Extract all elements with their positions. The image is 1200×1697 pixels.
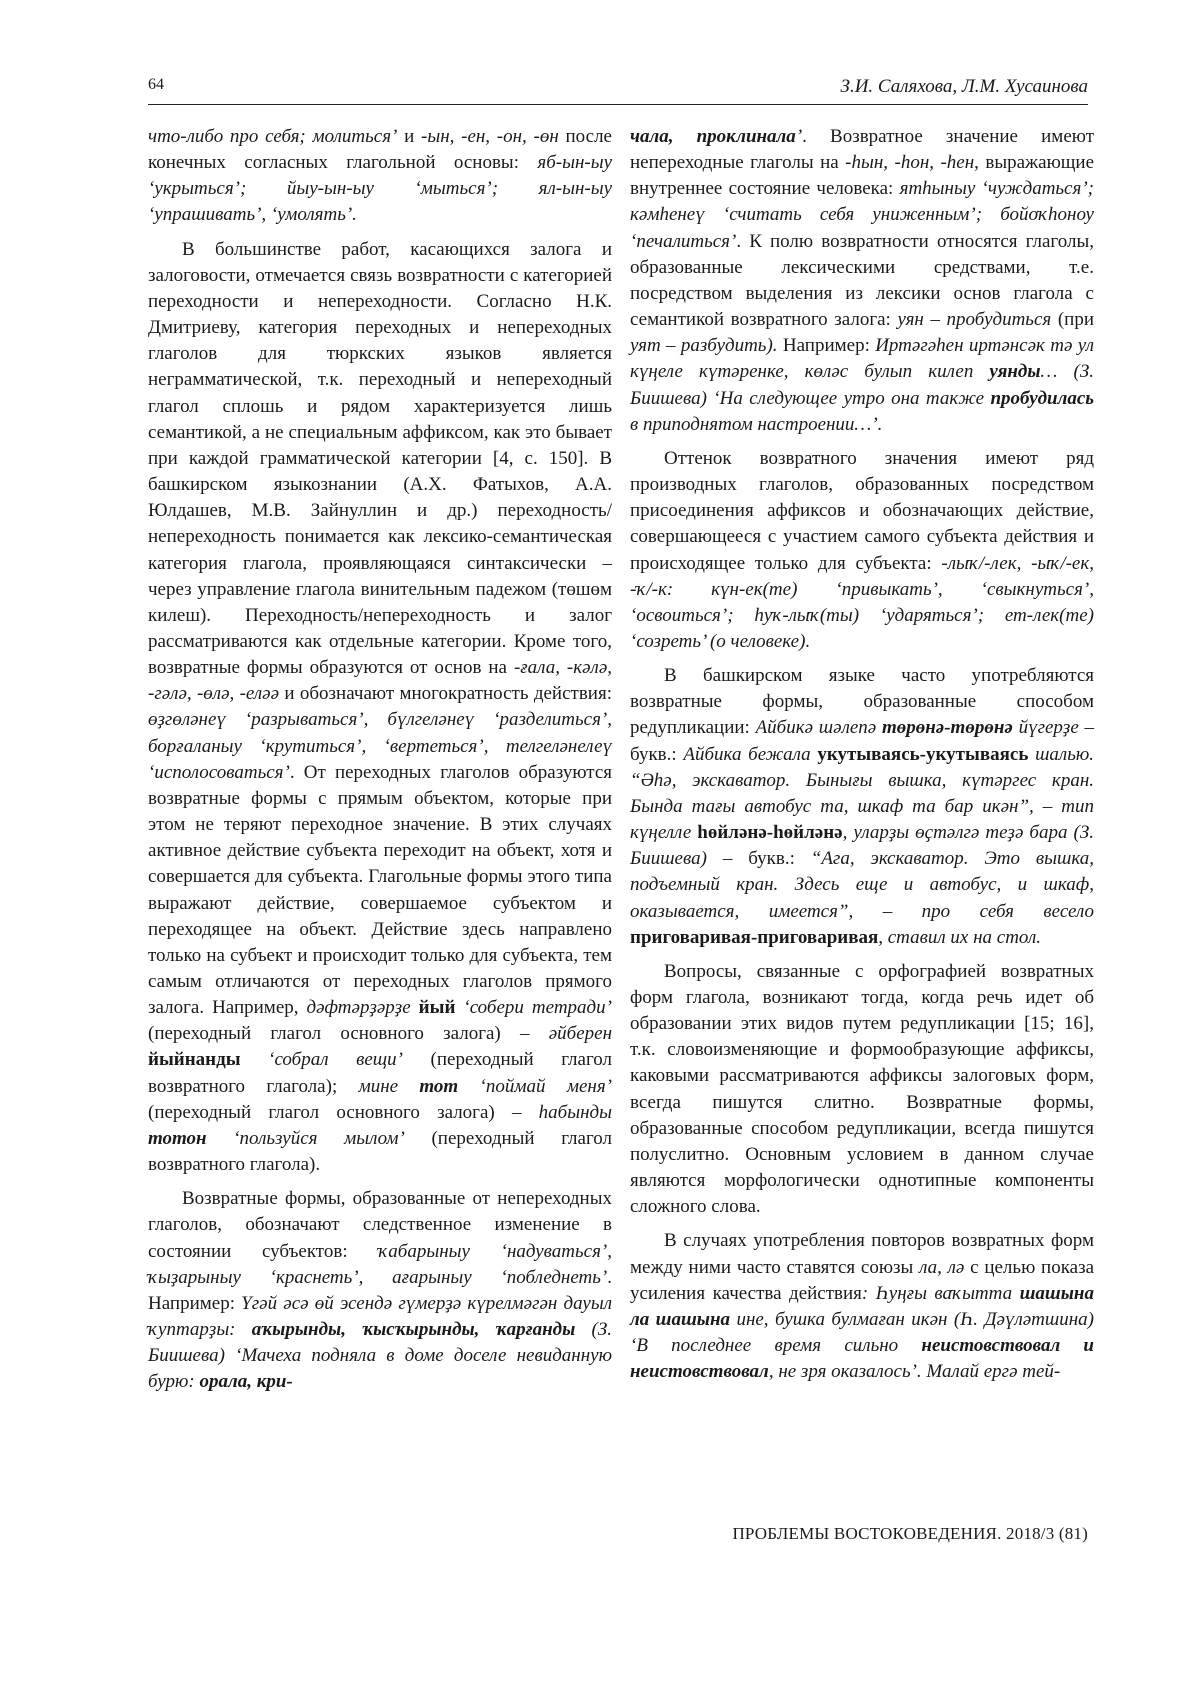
- text-run: тот: [419, 1075, 459, 1097]
- text-run: . От переходных глаголов образуются возвратные формы с прямым объектом, которые при этом не теряют переходное значение. В этих случаях активное действие субъекта переходит на объект, хотя и совершается для субъекта. Глагольные формы этого типа выражают действие, совершаемое субъектом и переходящее на объект. Действие здесь направлено только на субъект и происходит только для субъекта, тем самым отличаются от переходных глаголов прямого залога. Например,: [148, 761, 612, 1019]
- text-run: и: [397, 126, 422, 147]
- text-run: -һын, -һон, -һен: [845, 152, 975, 174]
- text-run: (З. Биишева) ‘Мачеха подняла в доме доселе невиданную бурю:: [148, 1319, 613, 1393]
- text-run: (переходный глагол возвратного глагола).: [148, 1127, 612, 1176]
- text-run: – букв.:: [630, 717, 1095, 765]
- text-run: что-либо про себя; молиться’: [148, 126, 398, 147]
- text-run: тотон: [148, 1127, 207, 1149]
- header-rule: [148, 104, 1088, 105]
- text-run: -ғала, -кәлә, -гәлә, -өлә, -еләә: [148, 657, 612, 705]
- text-run: өҙгөләнеү ‘разрываться’, бүлгеләнеү ‘разделиться’, борғаланыу ‘крутиться’, ‘вертеться’, телгеләнелеү ‘исполосоваться’: [148, 709, 612, 783]
- text-run: орала, кри-: [199, 1371, 293, 1393]
- text-run: “Ага, экскаватор. Это вышка, подъемный кран. Здесь еще и автобус, и шкаф, оказывается, имеется”, – про себя весело: [630, 848, 1094, 922]
- text-run: , ставил их на стол.: [878, 926, 1041, 948]
- text-run: в приподнятом настроении…’.: [630, 413, 883, 435]
- text-run: –: [1033, 795, 1062, 817]
- text-run: уят – разбудить).: [630, 335, 778, 357]
- text-run: (переходный глагол возвратного глагола);: [148, 1049, 612, 1097]
- text-run: . К полю возвратности относятся глаголы, образованные лексическими средствами, т.е. посредством выделения из лексики основ глагола с семантикой возвратного залога:: [630, 230, 1094, 331]
- left-column: [148, 124, 612, 1396]
- text-run: пробудилась: [990, 387, 1094, 409]
- text-run: йүгерҙе: [1012, 717, 1079, 739]
- page-number: 64: [148, 76, 164, 93]
- text-run: -лыҡ/-лек, -ыҡ/-ек, -ҡ/-к: күн-ек(те) ‘привыкать’, ‘свыкнуться’, ‘освоиться’; һуҡ-лыҡ(ты) ‘ударяться’; ет-лек(те) ‘созреть’ (о человеке).: [630, 552, 1094, 652]
- text-run: ‘собрал вещи’: [240, 1049, 403, 1071]
- text-run: , выражающие внутреннее состояние человека:: [630, 152, 1094, 200]
- text-run: ине, бушка булмаған икән (Һ. Дәүләтшина) ‘В последнее время сильно: [630, 1308, 1094, 1357]
- text-run: и обозначают многократность действия:: [279, 683, 612, 705]
- text-run: (переходный глагол основного залога) –: [148, 1023, 549, 1045]
- text-run: йый: [418, 997, 456, 1019]
- text-run: В большинстве работ, касающихся залога и залоговости, отмечается связь возвратности с категорией переходности и непереходности. Согласно Н.К. Дмитриеву, категория переходных и непереходных глаголов для тюркских языков является неграмматической, т.к. переходный и непереходный глагол сплошь и рядом характеризуется лишь семантикой, а не специальным аффиксом, как это бывает при каждой грамматической категории [4, с. 150]. В башкирском языкознании (А.Х. Фатыхов, А.А. Юлдашев, М.В. Зайнуллин и др.) переходность/непереходность понимается как лексико-семантическая категория глагола, проявляющаяся синтаксически – через управление глагола винительным падежом (төшөм килеш). Переходность/непереходность и залог рассматриваются как отдельные категории. Кроме того, возвратные формы образуются от основ на: [148, 238, 612, 679]
- text-run: әйберен: [548, 1023, 612, 1045]
- text-run: Иртәгәһен иртәнсәк тә ул күңеле күтәренке, көләс булып килеп: [630, 335, 1094, 383]
- text-run: шалью. “Әһә, экскаватор. Бынығы вышка, күтәргес кран. Бында тағы автобус та, шкаф та бар икән”,: [630, 743, 1094, 817]
- text-run: Айбикә шәлenә: [755, 717, 882, 739]
- text-run: ‘поймай меня’: [458, 1075, 612, 1097]
- text-run: Оттенок возвратного значения имеют ряд производных глаголов, образованных посредством присоединения аффиксов и обозначающих действие, совершающееся с участием самого субъекта действия и происходящее только для субъекта:: [630, 447, 1094, 574]
- paragraph: [630, 446, 1094, 655]
- paragraph: [630, 1228, 1094, 1385]
- text-run: шашына ла шашына: [630, 1282, 1094, 1330]
- text-run: дәфтәрҙәрҙе: [306, 997, 419, 1019]
- text-run: . Например:: [148, 1266, 612, 1314]
- text-run: : Һуңғы ваҡытта: [861, 1282, 1020, 1304]
- text-run: һөйләнә-һөйләнә: [697, 822, 843, 844]
- text-run: ла, лә: [919, 1256, 965, 1278]
- text-run: ‘пользуйся мылом’: [206, 1127, 405, 1149]
- text-run: В башкирском языке часто употребляются возвратные формы, образованные способом редупликации:: [630, 665, 1094, 739]
- paragraph: [148, 124, 612, 229]
- text-run: ’: [795, 126, 803, 147]
- text-run: с целью показа усиления качества действия: [630, 1256, 1095, 1304]
- right-column: [630, 124, 1094, 1385]
- text-run: чала, проклинала: [630, 126, 796, 147]
- journal-footer: ПРОБЛЕМЫ ВОСТОКОВЕДЕНИЯ. 2018/3 (81): [732, 1524, 1088, 1543]
- text-run: һабынды: [538, 1101, 612, 1123]
- text-run: Вопросы, связанные с орфографией возвратных форм глагола, возникают тогда, когда речь идет об образовании этих видов путем редупликации [15; 16], т.к. словоизменяющие и формообразующие аффиксы, каковыми рассматриваются аффиксы залоговых форм, всегда пишутся слитно. Возвратные формы, образованные способом редупликации, всегда пишутся полуслитно. Основным условием в данном случае являются морфологически однотипные компоненты сложного слова.: [630, 960, 1094, 1218]
- text-run: Возвратные формы, образованные от непереходных глаголов, обозначают следственное изменение в состоянии субъектов:: [148, 1188, 612, 1262]
- text-run: В случаях употребления повторов возвратных форм между ними часто ставятся союзы: [630, 1230, 1094, 1278]
- text-run: , не зря оказалось’. Малай ергә тей-: [768, 1361, 1061, 1383]
- text-run: (переходный глагол основного залога) –: [148, 1101, 539, 1123]
- text-run: после конечных согласных глагольной основы:: [148, 126, 612, 174]
- paragraph: [630, 124, 1094, 438]
- text-run: – букв.:: [706, 848, 811, 870]
- paragraph: [630, 663, 1094, 951]
- text-run: уянды: [989, 361, 1041, 383]
- text-run: Үгәй әсә өй эсендә гүмерҙә күрелмәгән дауыл ҡуптарҙы:: [148, 1292, 612, 1341]
- text-run: -ын, -ен, -он, -өн: [421, 126, 559, 147]
- text-run: ҡабарыныу ‘надуваться’, ҡыҙарыныу ‘краснеть’, ағарыныу ‘побледнеть’: [148, 1240, 612, 1288]
- paragraph: [148, 1186, 612, 1395]
- text-run: Айбика бежала: [683, 743, 818, 765]
- running-head-authors: З.И. Саляхова, Л.М. Хусаинова: [840, 76, 1088, 97]
- paragraph: [148, 237, 612, 1179]
- text-run: приговаривая-приговаривая: [630, 926, 879, 948]
- text-run: уян – пробудиться: [897, 309, 1052, 331]
- paragraph: [630, 959, 1094, 1221]
- text-run: неистовствовал и неистовствовал: [630, 1335, 1094, 1383]
- text-run: (при: [1051, 309, 1094, 331]
- text-run: … (З. Биишева) ‘На следующее утро она также: [630, 361, 1094, 409]
- text-run: . Возвратное значение имеют непереходные глаголы на: [630, 126, 1095, 174]
- text-run: аҡырынды, ҡысҡырынды, ҡарғанды: [251, 1319, 576, 1341]
- text-run: , уларҙы өҫтәлгә теҙә бара (З. Биишева): [630, 822, 1095, 870]
- text-run: мине: [358, 1075, 420, 1097]
- text-run: тип күңелле: [630, 795, 1094, 844]
- text-run: йыйнанды: [148, 1049, 241, 1071]
- text-run: Например:: [777, 335, 876, 357]
- text-run: яб-ын-ыу ‘укрыться’; йыу-ын-ыу ‘мыться’; ял-ын-ыу ‘упрашивать’, ‘умолять’.: [148, 152, 612, 226]
- text-run: ‘собери тетради’: [455, 997, 612, 1019]
- text-run: төрөнә-төрөнә: [881, 717, 1013, 739]
- text-run: укутываясь-укутываясь: [817, 743, 1029, 765]
- text-run: ятһыныу ‘чуждаться’; кәмһенеү ‘считать себя униженным’; бойоҡһоноу ‘печалиться’: [630, 178, 1094, 252]
